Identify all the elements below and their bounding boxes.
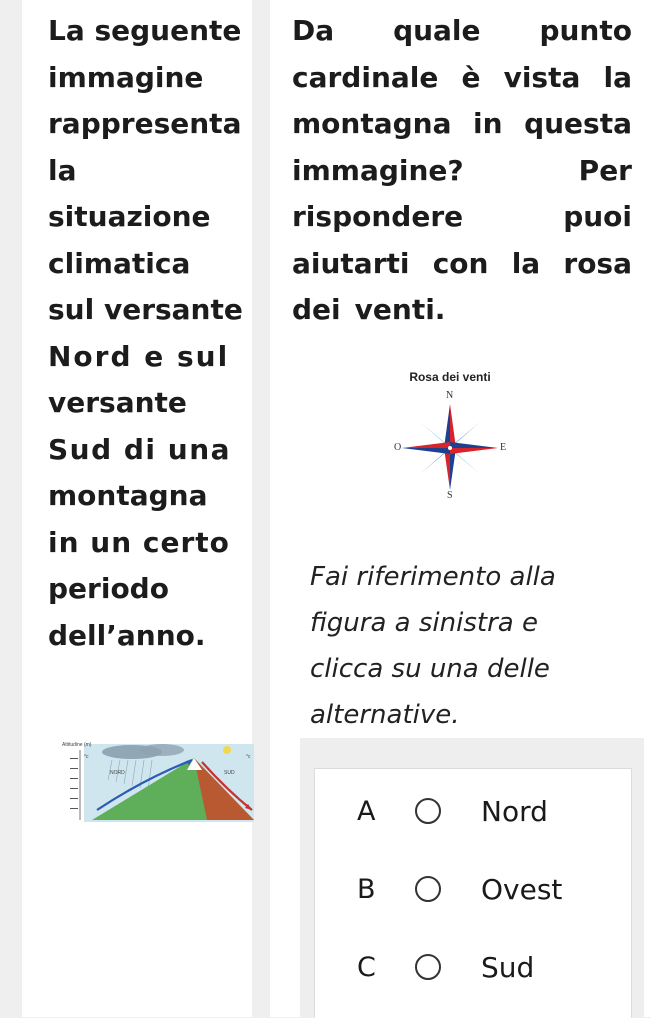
compass-title: Rosa dei venti [409,370,491,384]
mountain-diagram [42,740,257,825]
word: dei [292,293,341,326]
word: immagine? [292,153,464,187]
word: quale [393,14,481,47]
word: questa [524,107,632,140]
question-line: rappresenta [48,107,242,140]
left-question-text [48,8,248,659]
right-question-text [292,8,632,334]
answer-options [314,768,632,1018]
word: venti. [354,293,446,326]
south-label: SUD [224,770,235,776]
question-line: la [48,153,77,187]
temperature-unit-left: °c [84,754,89,760]
radio-button[interactable] [415,954,441,980]
compass-north-label: N [446,390,454,401]
option-label[interactable]: Nord [481,794,548,828]
word: montagna [292,107,452,140]
compass-west-label: O [394,442,402,453]
altitude-ticks [70,758,78,809]
answer-option-b[interactable] [315,859,631,919]
question-line [292,55,632,102]
word: rosa [563,246,632,280]
question-line: immagine [48,60,204,94]
question-left-panel [22,0,252,1017]
question-line: climatica [48,246,191,280]
question-line [292,148,632,195]
instruction-text [310,554,630,738]
compass-south-label: S [447,490,453,501]
word: vista [503,60,581,94]
question-line: dell’anno. [48,618,206,652]
option-letter: C [357,951,376,983]
word: Per [578,153,632,187]
radio-button[interactable] [415,876,441,902]
option-label[interactable]: Sud [481,950,535,984]
question-line: La seguente [48,14,242,47]
word: è [461,60,481,94]
question-line: montagna [48,479,208,512]
word: puoi [563,200,632,233]
radio-button[interactable] [415,798,441,824]
north-label: NORD [110,770,125,776]
sun-icon [223,746,231,754]
word: aiutarti [292,246,410,280]
mountain-climate-figure [42,740,257,825]
instruction-line: alternative. [310,700,460,730]
compass-east-label: E [500,442,507,453]
question-line [292,241,632,288]
compass-rose [380,362,520,522]
word: punto [539,14,632,47]
instruction-line: figura a sinistra e [310,608,538,638]
question-line: in un certo [48,525,230,559]
question-line [292,194,632,241]
word: in [473,107,503,140]
option-letter: B [357,873,376,905]
word: cardinale [292,60,439,94]
option-letter: A [357,795,376,827]
option-label[interactable]: Ovest [481,872,563,906]
question-line: versante [48,386,187,419]
altitude-label: Altitudine (m) [62,742,92,748]
word: con [432,246,489,280]
compass-icon [380,362,520,522]
answer-panel [300,738,644,1017]
question-right-panel [270,0,651,1017]
question-line [292,8,632,55]
temperature-unit-right: °c [246,754,251,760]
question-line [292,101,632,148]
question-line: Sud di una [48,432,232,466]
instruction-line: clicca su una delle [310,654,550,684]
question-line: periodo [48,572,169,605]
word: rispondere [292,200,464,233]
question-line: Nord e sul [48,339,230,373]
instruction-line: Fai riferimento alla [310,562,556,592]
cloud [140,744,184,756]
answer-option-a[interactable] [315,781,631,841]
answer-option-c[interactable] [315,937,631,997]
question-line [292,287,632,334]
word: la [603,60,632,94]
word: la [511,246,541,280]
word: Da [292,14,335,47]
question-line: situazione [48,200,211,233]
question-line: sul versante [48,293,243,326]
